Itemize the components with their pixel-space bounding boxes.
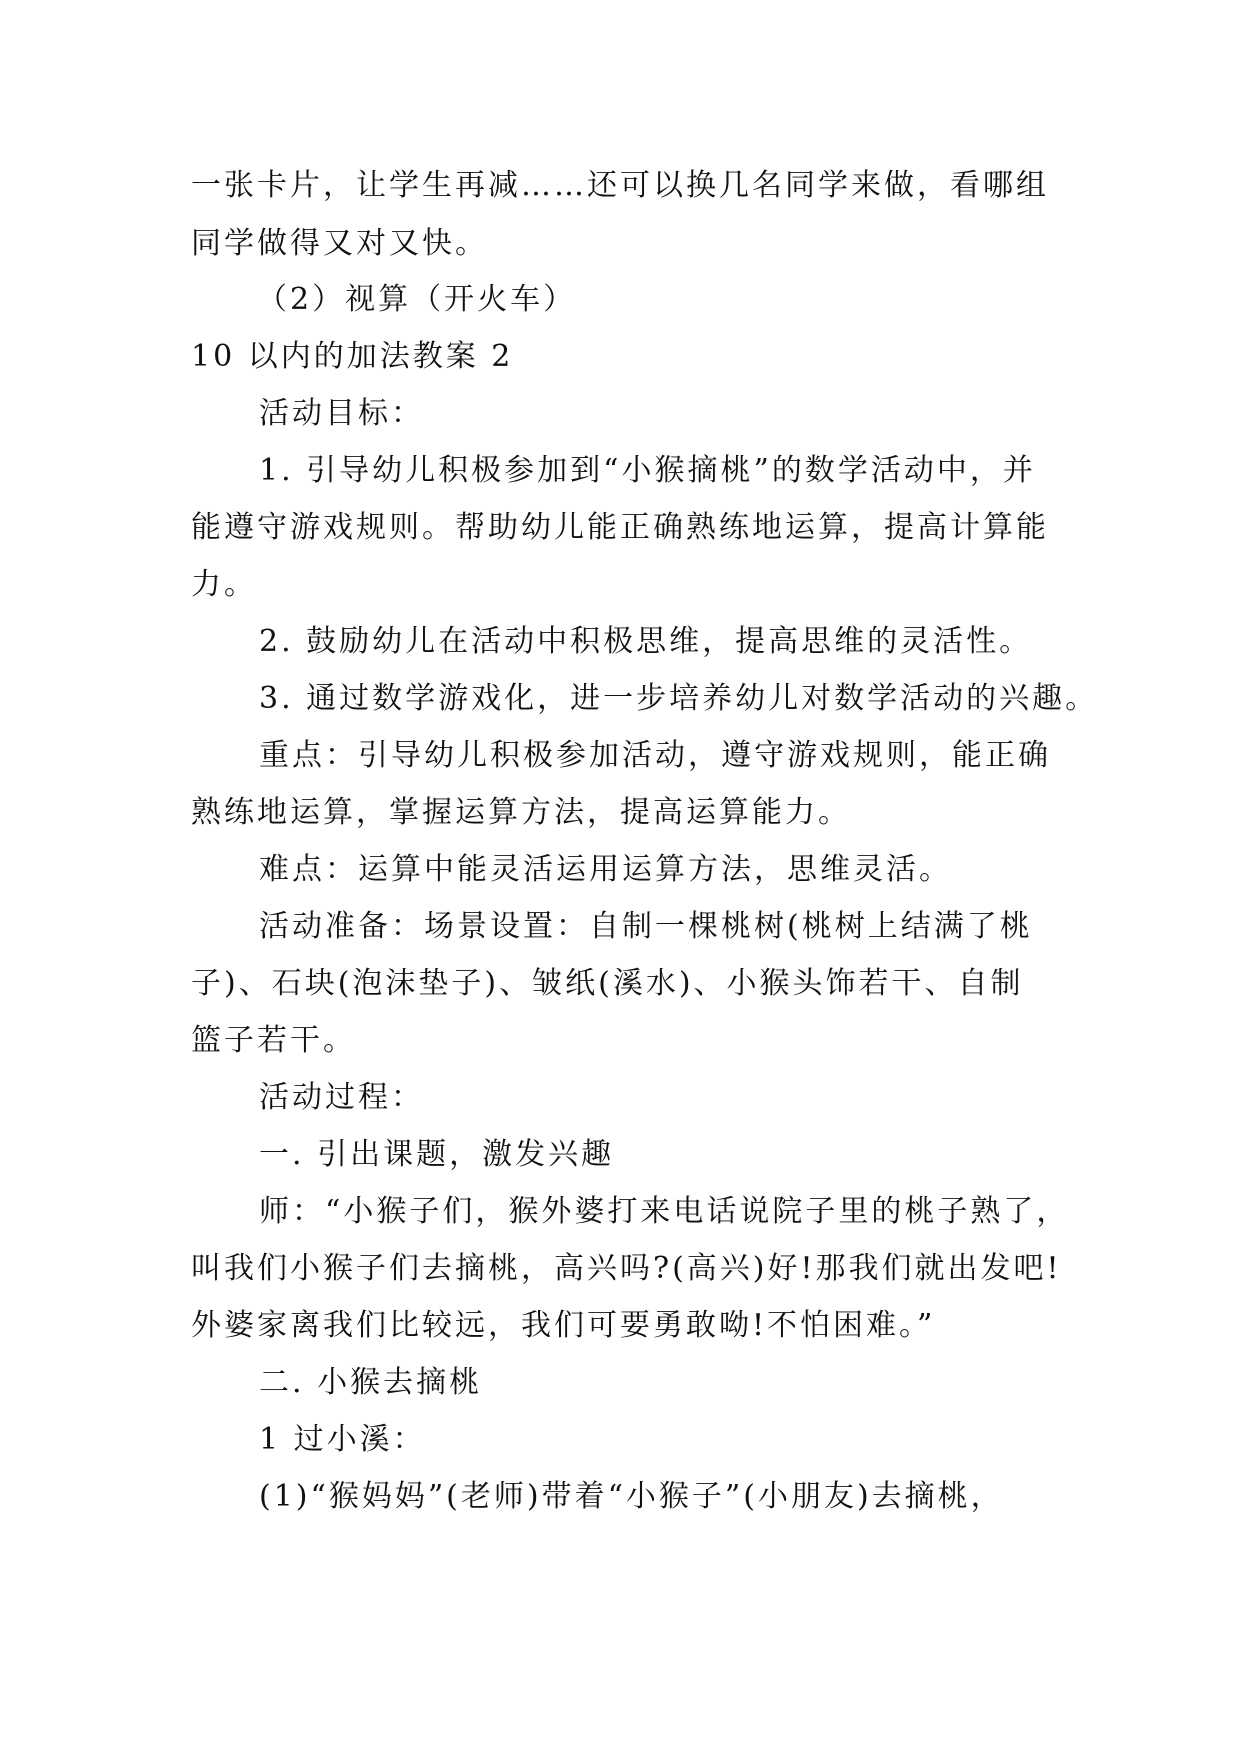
text-line: 一. 引出课题，激发兴趣 [259, 1137, 615, 1172]
text-line: 叫我们小猴子们去摘桃，高兴吗?(高兴)好!那我们就出发吧! [191, 1251, 1062, 1286]
text-line: 二. 小猴去摘桃 [259, 1365, 483, 1400]
text-line: 一张卡片，让学生再减……还可以换几名同学来做，看哪组 [191, 168, 1049, 203]
text-line: 篮子若干。 [191, 1023, 356, 1058]
text-line: 活动目标： [259, 396, 424, 431]
section-title: 10 以内的加法教案 2 [191, 339, 514, 374]
text-line: 子)、石块(泡沫垫子)、皱纸(溪水)、小猴头饰若干、自制 [191, 966, 1024, 1001]
text-line: 熟练地运算，掌握运算方法，提高运算能力。 [191, 795, 851, 830]
text-line: 活动准备：场景设置：自制一棵桃树(桃树上结满了桃 [259, 909, 1033, 944]
text-line: 1 过小溪： [259, 1422, 426, 1457]
text-line: 活动过程： [259, 1080, 424, 1115]
text-line: 同学做得又对又快。 [191, 226, 488, 261]
text-line: 师：“小猴子们，猴外婆打来电话说院子里的桃子熟了， [259, 1194, 1070, 1229]
text-line: 1. 引导幼儿积极参加到“小猴摘桃”的数学活动中，并 [259, 453, 1036, 488]
text-line: 力。 [191, 567, 257, 602]
text-line: 能遵守游戏规则。帮助幼儿能正确熟练地运算，提高计算能 [191, 510, 1049, 545]
text-line: 难点：运算中能灵活运用运算方法，思维灵活。 [259, 852, 952, 887]
text-line: (1)“猴妈妈”(老师)带着“小猴子”(小朋友)去摘桃， [259, 1479, 1004, 1514]
text-line: （2）视算（开火车） [257, 282, 577, 317]
text-line: 2. 鼓励幼儿在活动中积极思维，提高思维的灵活性。 [259, 624, 1033, 659]
text-line: 3. 通过数学游戏化，进一步培养幼儿对数学活动的兴趣。 [259, 681, 1099, 716]
text-line: 外婆家离我们比较远，我们可要勇敢呦!不怕困难。” [191, 1308, 936, 1343]
text-line: 重点：引导幼儿积极参加活动，遵守游戏规则，能正确 [259, 738, 1051, 773]
